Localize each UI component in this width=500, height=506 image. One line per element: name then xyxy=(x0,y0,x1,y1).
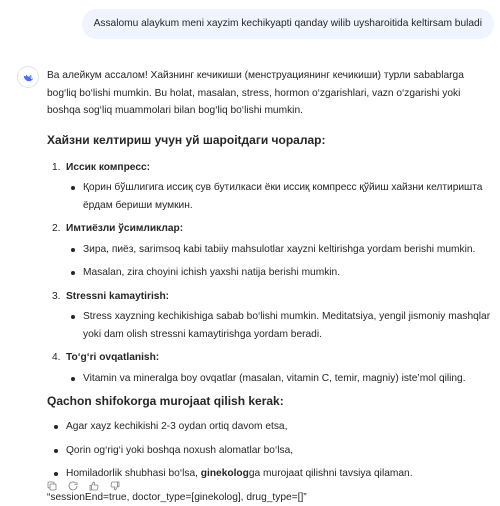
list-item xyxy=(52,159,493,215)
intro-paragraph: Ва алейкум ассалом! Хайзнинг кечикиши (менструациянинг кечикиши) турли sabablarga bog‘liq bo‘lishi mumkin. Bu holat, masalan, stress, hormon o‘zgarishlari, vazn o‘zgarishi yoki boshqa sog‘liq muammolari bilan bog‘liq bo‘lishi mumkin. xyxy=(47,67,493,120)
see-doctor-heading: Qachon shifokorga murojaat qilish kerak: xyxy=(47,393,493,410)
text-segment: ga murojaat qilishni tavsiya qilaman. xyxy=(249,468,413,479)
remedies-list xyxy=(52,159,493,388)
list-item: Agar xayz kechikishi 2-3 oydan ortiq davom etsa, xyxy=(52,418,493,436)
thumbs-up-icon xyxy=(88,480,100,492)
list-item xyxy=(52,220,493,282)
sub-list-item: Vitamin va mineralga boy ovqatlar (masalan, vitamin C, temir, magniy) iste’mol qiling. xyxy=(68,370,493,388)
list-number: 2. xyxy=(52,220,61,238)
list-number: 4. xyxy=(52,349,61,367)
thumbs-down-button[interactable] xyxy=(108,479,122,493)
bold-term: ginekolog xyxy=(201,468,249,479)
sub-list xyxy=(68,370,493,388)
thumbs-down-icon xyxy=(109,480,121,492)
sub-list xyxy=(68,308,493,343)
list-number: 3. xyxy=(52,288,61,306)
sub-list xyxy=(68,241,493,282)
copy-button[interactable] xyxy=(45,479,59,493)
assistant-message xyxy=(47,67,493,506)
list-item: Qorin og‘rig‘i yoki boshqa noxush alomatlar bo‘lsa, xyxy=(52,442,493,460)
thumbs-up-button[interactable] xyxy=(87,479,101,493)
whale-logo-icon xyxy=(22,71,35,84)
sub-list-item: Stress xayzning kechikishiga sabab bo‘lishi mumkin. Meditatsiya, yengil jismoniy mashqlar yoki dam olish stressni kamaytirishga yordam beradi. xyxy=(68,308,493,343)
session-metadata-text: “sessionEnd=true, doctor_type=[ginekolog], drug_type=[]” xyxy=(47,489,493,506)
list-number: 1. xyxy=(52,159,61,177)
list-item xyxy=(52,349,493,387)
see-doctor-list xyxy=(52,418,493,483)
list-item xyxy=(52,288,493,344)
regenerate-button[interactable] xyxy=(66,479,80,493)
sub-list-item: Қорин бўшлигига иссиқ сув бутилкаси ёки иссиқ компресс қўйиш хайзни келтиришта ёрдам бериши мумкин. xyxy=(68,179,493,214)
text-segment: Homiladorlik shubhasi bo‘lsa, xyxy=(66,468,201,479)
message-actions xyxy=(45,479,122,493)
list-item-title: Stressni kamaytirish: xyxy=(66,288,493,306)
user-message-bubble xyxy=(82,9,494,39)
user-message-text: Assalomu alaykum meni xayzim kechikyapti qanday wilib uysharoitida keltirsam buladi xyxy=(94,18,482,29)
list-item-title: Иссик компресс: xyxy=(66,159,493,177)
regenerate-icon xyxy=(67,480,79,492)
assistant-avatar xyxy=(17,66,39,88)
list-item-title: Имтиёзли ўсимликлар: xyxy=(66,220,493,238)
copy-icon xyxy=(46,480,58,492)
list-item-title: To‘g‘ri ovqatlanish: xyxy=(66,349,493,367)
sub-list-item: Masalan, zira choyini ichish yaxshi natija berishi mumkin. xyxy=(68,264,493,282)
home-remedies-heading: Хайзни келтириш учун уй шароitдаги чоралар: xyxy=(47,132,493,149)
sub-list-item: Зира, пиёз, sarimsoq kabi tabiiy mahsulotlar xayzni keltirishga yordam berishi mumkin. xyxy=(68,241,493,259)
sub-list xyxy=(68,179,493,214)
